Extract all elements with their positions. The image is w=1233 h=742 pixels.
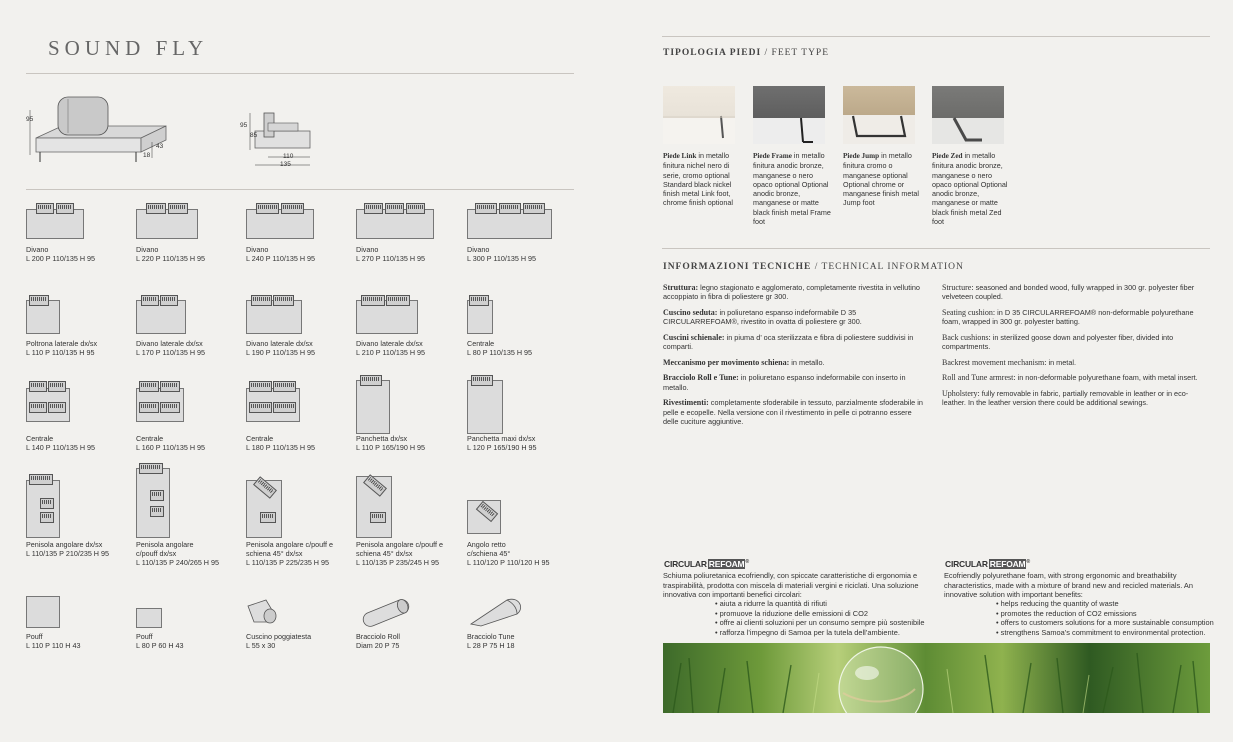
top-divider	[662, 36, 1210, 37]
module-item: Divano laterale dx/sx L 210 P 110/135 H 95	[356, 294, 456, 357]
grass-bubble-photo	[663, 643, 1210, 713]
module-item: Bracciolo Tune L 28 P 75 H 18	[467, 596, 567, 650]
title-divider	[26, 73, 574, 74]
side-dimension-drawing	[240, 105, 320, 173]
height-label: 95	[240, 122, 248, 129]
page-title: SOUND FLY	[48, 36, 209, 60]
tech-info-english: Structure: seasoned and bonded wood, fully wrapped in 300 gr. polyester fiber velveteen coupled. Seating cushion: in D 35 CIRCULARREFOAM® non-deformable polyurethane foam, wrapped in 300 gr. polyester batting. Back cushions: in sterilized goose down and polyester fiber, divided into compartments. Backrest movement mechanism: in metal. Roll and Tune armrest: in non-deformable polyurethane foam, with metal insert. Upholstery: fully removable in fabric, partially removable in leather or in eco-leather. In the leather version there could be additional sewings.	[942, 283, 1198, 408]
frame-foot-caption: Piede Frame in metallo finitura anodic bronze, manganese o nero opaco optional Optional anodic bronze, manganese or matte black finish metal Frame foot	[753, 151, 831, 227]
seat-label: 18	[143, 152, 151, 159]
module-item: Divano L 220 P 110/135 H 95	[136, 200, 236, 263]
module-item: Pouff L 110 P 110 H 43	[26, 596, 126, 650]
back-height-label: 85	[250, 132, 258, 139]
frame-foot-image	[753, 86, 825, 144]
module-item: Panchetta dx/sx L 110 P 165/190 H 95	[356, 374, 456, 452]
jump-foot-caption: Piede Jump in metallo finitura cromo o manganese optional Optional chrome or manganese finish metal Jump foot	[843, 151, 919, 208]
module-item: Divano L 200 P 110/135 H 95	[26, 200, 126, 263]
drawings-divider	[26, 189, 574, 190]
zed-foot-image	[932, 86, 1004, 144]
link-foot-image	[663, 86, 735, 144]
module-item: Bracciolo Roll Diam 20 P 75	[356, 596, 456, 650]
circularrefoam-english: CIRCULAR REFOAM® Ecofriendly polyurethane foam, with strong ergonomic and breathability characteristics, made with a mixture of brand new and recicled materials. An innovative solution with important benefits: • helps reducing the quantity of waste • promotes the reduction of CO2 emissions • offers to customers solutions for a more sustainable consumption • strengthens Samoa’s commitment to environmental protection.	[944, 558, 1216, 637]
module-item: Cuscino poggiatesta L 55 x 30	[246, 596, 346, 650]
module-item: Angolo retto c/schiena 45° L 110/120 P 110/120 H 95	[467, 492, 567, 567]
module-item: Penisola angolare c/pouff e schiena 45° dx/sx L 110/135 P 235/245 H 95	[356, 472, 456, 567]
module-item: Penisola angolare dx/sx L 110/135 P 210/235 H 95	[26, 472, 126, 558]
circularrefoam-logo: CIRCULAR REFOAM®	[945, 558, 1030, 569]
module-item: Panchetta maxi dx/sx L 120 P 165/190 H 95	[467, 374, 567, 452]
module-item: Centrale L 140 P 110/135 H 95	[26, 380, 126, 452]
module-item: Centrale L 180 P 110/135 H 95	[246, 380, 346, 452]
tech-info-italian: Struttura: legno stagionato e agglomerato, completamente rivestita in vellutino accoppiato in fibra di poliestere gr 300. Cuscino seduta: in poliuretano espanso indeformabile D 35 CIRCULARREFOAM®, rivestito in ovatta di poliestere gr 300. Cuscini schienale: in piuma d’ oca sterilizzata e fibra di poliestere suddivisi in comparti. Meccanismo per movimento schiena: in metallo. Bracciolo Roll e Tune: in poliuretano espanso indeformabile con inserto in metallo. Rivestimenti: completamente sfoderabile in tessuto, parzialmente sfoderabile in pelle e ecopelle. Nella versione con il rivestimento in pelle ci potranno essere delle cuciture aggiuntive.	[663, 283, 923, 426]
module-item: Divano L 300 P 110/135 H 95	[467, 200, 567, 263]
module-item: Centrale L 160 P 110/135 H 95	[136, 380, 236, 452]
circularrefoam-logo: CIRCULAR REFOAM®	[664, 558, 749, 569]
circularrefoam-italian: CIRCULAR REFOAM® Schiuma poliuretanica ecofriendly, con spiccate caratteristiche di ergonomia e traspirabilità, prodotta con miscela di materiali vergini e riciclati. Una soluzione innovativa con importanti benefici circolari: • aiuta a ridurre la quantità di rifiuti • promuove la riduzione delle emissioni di CO2 • offre ai clienti soluzioni per un consumo sempre più sostenibile • rafforza l’impegno di Samoa per la tutela dell’ambiente.	[663, 558, 935, 637]
jump-foot-image	[843, 86, 915, 144]
depth-label: 110	[283, 153, 294, 160]
module-item: Divano L 240 P 110/135 H 95	[246, 200, 346, 263]
module-item: Divano laterale dx/sx L 190 P 110/135 H 95	[246, 294, 346, 357]
module-item: Penisola angolare c/pouff e schiena 45° dx/sx L 110/135 P 225/235 H 95	[246, 472, 346, 567]
tech-heading: INFORMAZIONI TECNICHE / TECHNICAL INFORMATION	[663, 262, 964, 272]
module-item: Centrale L 80 P 110/135 H 95	[467, 294, 567, 357]
depth-max-label: 135	[280, 161, 291, 168]
height-label: 95	[26, 116, 34, 123]
module-item: Penisola angolare c/pouff dx/sx L 110/135 P 240/265 H 95	[136, 462, 236, 567]
feet-divider	[662, 248, 1210, 249]
module-item: Poltrona laterale dx/sx L 110 P 110/135 H 95	[26, 294, 126, 357]
module-item: Pouff L 80 P 60 H 43	[136, 596, 236, 650]
zed-foot-caption: Piede Zed in metallo finitura anodic bronze, manganese o nero opaco optional Optional anodic bronze, manganese or matte black finish metal Zed foot	[932, 151, 1008, 227]
link-foot-caption: Piede Link in metallo finitura nichel nero di serie, cromo optional Standard black nickel finish metal Link foot, chrome finish optional	[663, 151, 733, 208]
sofa-dimension-drawing	[26, 90, 176, 172]
module-item: Divano laterale dx/sx L 170 P 110/135 H 95	[136, 294, 236, 357]
seat-height-label: 43	[156, 143, 164, 150]
module-item: Divano L 270 P 110/135 H 95	[356, 200, 456, 263]
feet-heading: TIPOLOGIA PIEDI / FEET TYPE	[663, 48, 830, 58]
